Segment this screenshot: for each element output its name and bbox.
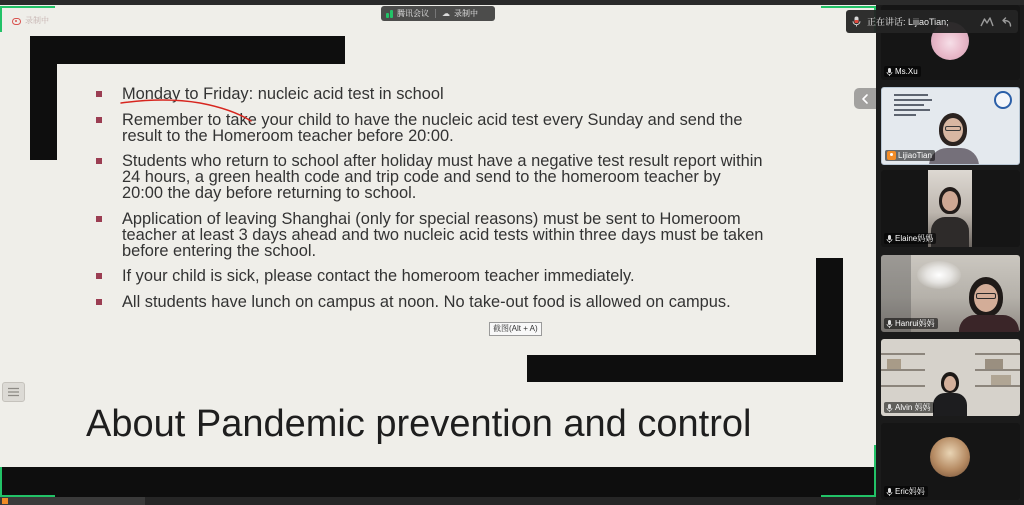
taskbar-strip [0,497,876,505]
cloud-icon: ☁ [442,9,450,18]
bullet-item [96,294,816,310]
bullet-item [96,211,816,259]
record-icon [12,18,21,25]
books [887,359,901,369]
slide-title: About Pandemic prevention and control [86,403,752,445]
participant-label [884,233,936,244]
recording-status-label: 录制中 [25,16,49,25]
bullet-marker [96,117,102,123]
emblem [994,91,1012,109]
share-corner-top-left [0,6,55,8]
decor-bar-bottom [527,355,843,382]
shelf [975,385,1020,387]
participant-name: Alvin 妈妈 [895,403,931,412]
app-icon [2,498,8,504]
participant-name: Elaine妈妈 [895,234,934,243]
person-face [944,376,956,391]
bullet-text: teacher at least 3 days ahead and two nucleic acid tests within three days must be taken [122,225,764,244]
books [991,375,1011,385]
decor-bar-top [30,36,345,64]
participant-label [884,66,921,77]
bullet-item [96,268,816,284]
bullet-item [96,112,816,144]
recording-label[interactable]: 录制中 [454,9,478,18]
microphone-icon [886,68,893,76]
meeting-toolbar[interactable] [381,6,495,21]
signal-icon [386,10,393,18]
speaking-text: 正在讲话: LijiaoTian; [867,17,949,27]
glasses [945,126,961,131]
list-icon [7,387,20,397]
person-face [942,191,958,211]
list-button[interactable] [2,382,25,402]
bullet-marker [96,299,102,305]
bullet-text: All students have lunch on campus at noon. No take-out food is allowed on campus. [122,292,731,311]
video-tile[interactable] [881,339,1020,416]
microphone-icon [886,235,893,243]
participant-name: Hanrui妈妈 [895,319,935,328]
video-tile[interactable] [881,255,1020,332]
participant-panel [876,5,1024,505]
poster [894,94,934,124]
microphone-icon [852,16,861,27]
bullet-marker [96,216,102,222]
shelf [975,369,1020,371]
share-corner-top-right [821,6,876,8]
bullet-item [96,86,816,102]
glasses [976,293,996,299]
decor-bar-left [30,36,57,160]
ceiling-lamp [917,261,961,289]
microphone-icon [886,320,893,328]
share-corner-top-left [0,6,2,32]
bullet-marker [96,273,102,279]
bullet-marker [96,158,102,164]
bullet-text: Application of leaving Shanghai (only for special reasons) must be sent to Homeroom [122,209,741,228]
bullet-text: 24 hours, a green health code and trip code and send to the homeroom teacher by [122,168,721,186]
bullet-text: If your child is sick, please contact the homeroom teacher immediately. [122,267,635,285]
speaking-banner [846,10,1018,33]
share-corner-bottom-left [0,467,2,497]
avatar [930,437,970,477]
books [985,359,1003,369]
video-tile[interactable] [881,170,1020,247]
bullet-text: Students who return to school after holiday must have a negative test result report within [122,152,763,170]
participant-name: LijiaoTian [898,151,932,160]
toolbar-divider [435,9,436,18]
screenshot-tooltip: 截图(Alt + A) [489,322,542,336]
participant-label [885,150,935,161]
participant-name: Ms.Xu [895,67,918,76]
video-tile[interactable] [881,423,1020,500]
bullet-text: 20:00 the day before returning to school. [122,184,417,202]
bullet-list [96,86,816,319]
participant-label [884,318,938,329]
back-arrow-icon[interactable] [1000,17,1012,27]
chevron-left-icon [860,93,870,105]
bullet-marker [96,91,102,97]
microphone-icon [886,488,893,496]
shelf [881,369,925,371]
collapse-panel-button[interactable] [854,88,876,109]
taskbar-tab[interactable] [0,497,145,505]
shelf [881,385,925,387]
slide-footer-band [0,467,876,497]
participant-name: Eric妈妈 [895,487,925,496]
shelf [881,353,925,355]
person-body [929,148,979,165]
shared-screen [0,5,876,497]
microphone-icon [886,404,893,412]
bullet-text: Monday to Friday: nucleic acid test in school [122,85,444,103]
person-body [959,315,1019,332]
bullet-text: result to the Homeroom teacher before 20:00. [122,126,454,145]
recording-status [12,16,49,26]
video-tile[interactable] [881,87,1020,165]
bullet-text: Remember to take your child to have the nucleic acid test every Sunday and send the [122,110,743,129]
speaking-indicator-icon [887,151,896,160]
person-body [933,393,967,416]
person-body [931,217,969,247]
app-name[interactable]: 腾讯会议 [397,9,429,18]
participant-label [884,486,928,497]
bullet-text: before entering the school. [122,241,317,260]
shelf [975,353,1020,355]
wave-icon[interactable] [980,17,994,27]
bullet-item [96,153,816,201]
participant-label [884,402,934,413]
